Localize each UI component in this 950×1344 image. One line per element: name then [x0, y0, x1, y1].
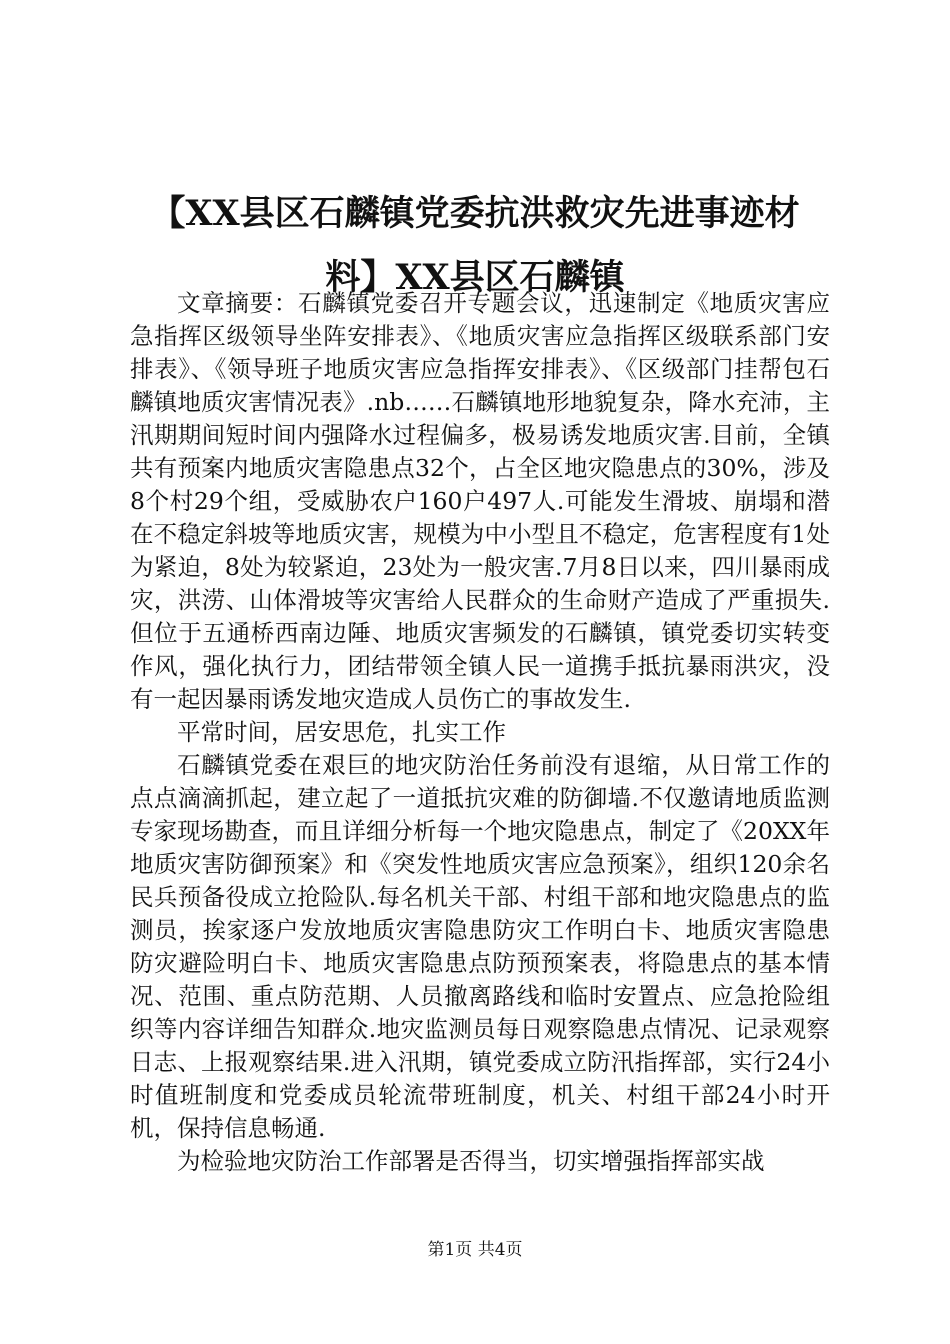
page-footer: [0, 1238, 950, 1262]
section-heading: 平常时间，居安思危，扎实工作: [177, 718, 506, 746]
paragraph-continued: 为检验地灾防治工作部署是否得当，切实增强指挥部实战: [177, 1147, 765, 1175]
document-body: [130, 287, 830, 1178]
paragraph-abstract: 文章摘要：石麟镇党委召开专题会议，迅速制定《地质灾害应急指挥区级领导坐阵安排表》、《地质灾害应急指挥区级联系部门安排表》、《领导班子地质灾害应急指挥安排表》、《区级部门挂帮包石麟镇地质灾害情况表》.nb……石麟镇地形地貌复杂，降水充沛，主汛期期间短时间内强降水过程偏多，极易诱发地质灾害.目前，全镇共有预案内地质灾害隐患点32个，占全区地灾隐患点的30%，涉及8个村29个组，受威胁农户160户497人.可能发生滑坡、崩塌和潜在不稳定斜坡等地质灾害，规模为中小型且不稳定，危害程度有1处为紧迫，8处为较紧迫，23处为一般灾害.7月8日以来，四川暴雨成灾，洪涝、山体滑坡等灾害给人民群众的生命财产造成了严重损失.但位于五通桥西南边陲、地质灾害频发的石麟镇，镇党委切实转变作风，强化执行力，团结带领全镇人民一道携手抵抗暴雨洪灾，没有一起因暴雨诱发地灾造成人员伤亡的事故发生.: [130, 289, 830, 713]
title-line-2: 料】XX县区石麟镇: [325, 257, 625, 298]
title-line-1: 【XX县区石麟镇党委抗洪救灾先进事迹材: [150, 193, 800, 234]
page-number: 第1页 共4页: [427, 1240, 523, 1260]
paragraph-body: 石麟镇党委在艰巨的地灾防治任务前没有退缩，从日常工作的点点滴滴抓起，建立起了一道抵抗灾难的防御墙.不仅邀请地质监测专家现场勘查，而且详细分析每一个地灾隐患点，制定了《20XX年地质灾害防御预案》和《突发性地质灾害应急预案》，组织120余名民兵预备役成立抢险队.每名机关干部、村组干部和地灾隐患点的监测员，挨家逐户发放地质灾害隐患防灾工作明白卡、地质灾害隐患防灾避险明白卡、地质灾害隐患点防预预案表，将隐患点的基本情况、范围、重点防范期、人员撤离路线和临时安置点、应急抢险组织等内容详细告知群众.地灾监测员每日观察隐患点情况、记录观察日志、上报观察结果.进入汛期，镇党委成立防汛指挥部，实行24小时值班制度和党委成员轮流带班制度，机关、村组干部24小时开机，保持信息畅通.: [130, 751, 830, 1142]
